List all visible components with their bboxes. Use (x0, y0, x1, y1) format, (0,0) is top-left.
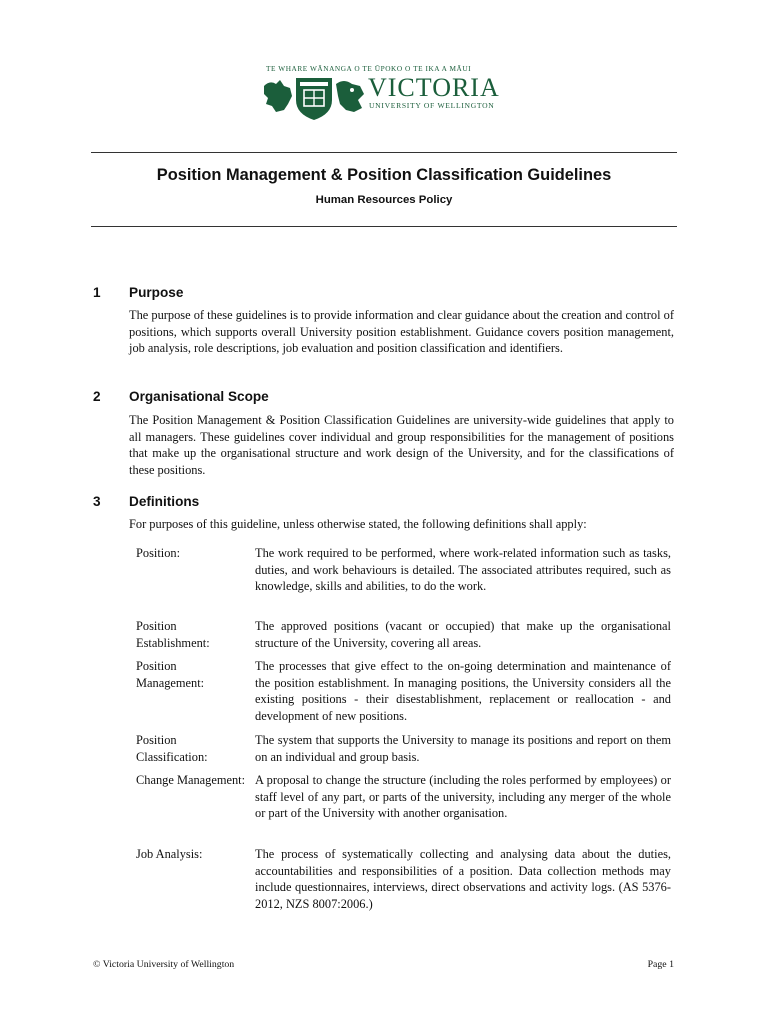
section-number: 1 (93, 285, 101, 300)
definition-term: Position: (136, 546, 181, 560)
section-text-scope: The Position Management & Position Classification Guidelines are university-wide guidelines that apply to all managers. These guidelines cover individual and group responsibilities for the management of positions that make up the organisational structure and work design of the University, and for the classifications of these positions. (129, 413, 674, 477)
crest-icon (262, 74, 366, 120)
definition-text: The approved positions (vacant or occupied) that make up the organisational structure of the University, covering all areas. (255, 619, 671, 650)
document-title: Position Management & Position Classification Guidelines (156, 166, 612, 184)
section-title-scope: Organisational Scope (129, 389, 269, 404)
definition-term: Change Management: (136, 773, 246, 787)
logo-tagline: TE WHARE WĀNANGA O TE ŪPOKO O TE IKA A MĀUI (266, 64, 472, 73)
header-top-rule (91, 152, 677, 153)
definition-term: Job Analysis: (136, 847, 203, 861)
logo-name: VICTORIA (368, 73, 500, 102)
definition-term: Position Management: (136, 659, 205, 690)
section-text-definitions: For purposes of this guideline, unless otherwise stated, the following definitions shall apply: (129, 517, 587, 531)
footer-copyright: © Victoria University of Wellington (93, 959, 235, 970)
definition-text: The processes that give effect to the on-going determination and maintenance of the position establishment. In managing positions, the University considers all the existing positions - their disestablishment, replacement or reallocation - and development of new positions. (255, 659, 671, 723)
definition-text: The system that supports the University to manage its positions and report on them on an individual and group basis. (255, 733, 671, 764)
section-title-definitions: Definitions (129, 494, 200, 509)
university-logo (262, 64, 512, 120)
definition-term: Position Establishment: (136, 619, 210, 650)
definition-text: The work required to be performed, where work-related information such as tasks, duties, and work behaviours is detailed. The associated attributes required, such as knowledge, skills and abilities, to do the work. (255, 546, 671, 594)
section-number: 3 (93, 494, 101, 509)
footer-page-number: Page 1 (647, 959, 674, 970)
document-subtitle: Human Resources Policy (315, 194, 453, 206)
header-bottom-rule (91, 226, 677, 227)
section-title-purpose: Purpose (129, 285, 184, 300)
definition-term: Position Classification: (136, 733, 208, 764)
definition-text: The process of systematically collecting and analysing data about the duties, accountabilities and responsibilities of a position. Data collection methods may include questionnaires, interviews, direct observations and activity logs. (AS 5376-2012, NZS 8007:2006.) (255, 847, 671, 911)
definition-text: A proposal to change the structure (including the roles performed by employees) or staff level of any part, or parts of the university, including any merger of the whole or part of the University with another organisation. (255, 773, 671, 821)
section-text-purpose: The purpose of these guidelines is to provide information and clear guidance about the creation and control of positions, which supports overall University position establishment. Guidance covers position management, job analysis, role descriptions, job evaluation and position classification and identifiers. (129, 308, 674, 356)
logo-subtitle: UNIVERSITY OF WELLINGTON (369, 101, 495, 110)
section-number: 2 (93, 389, 101, 404)
